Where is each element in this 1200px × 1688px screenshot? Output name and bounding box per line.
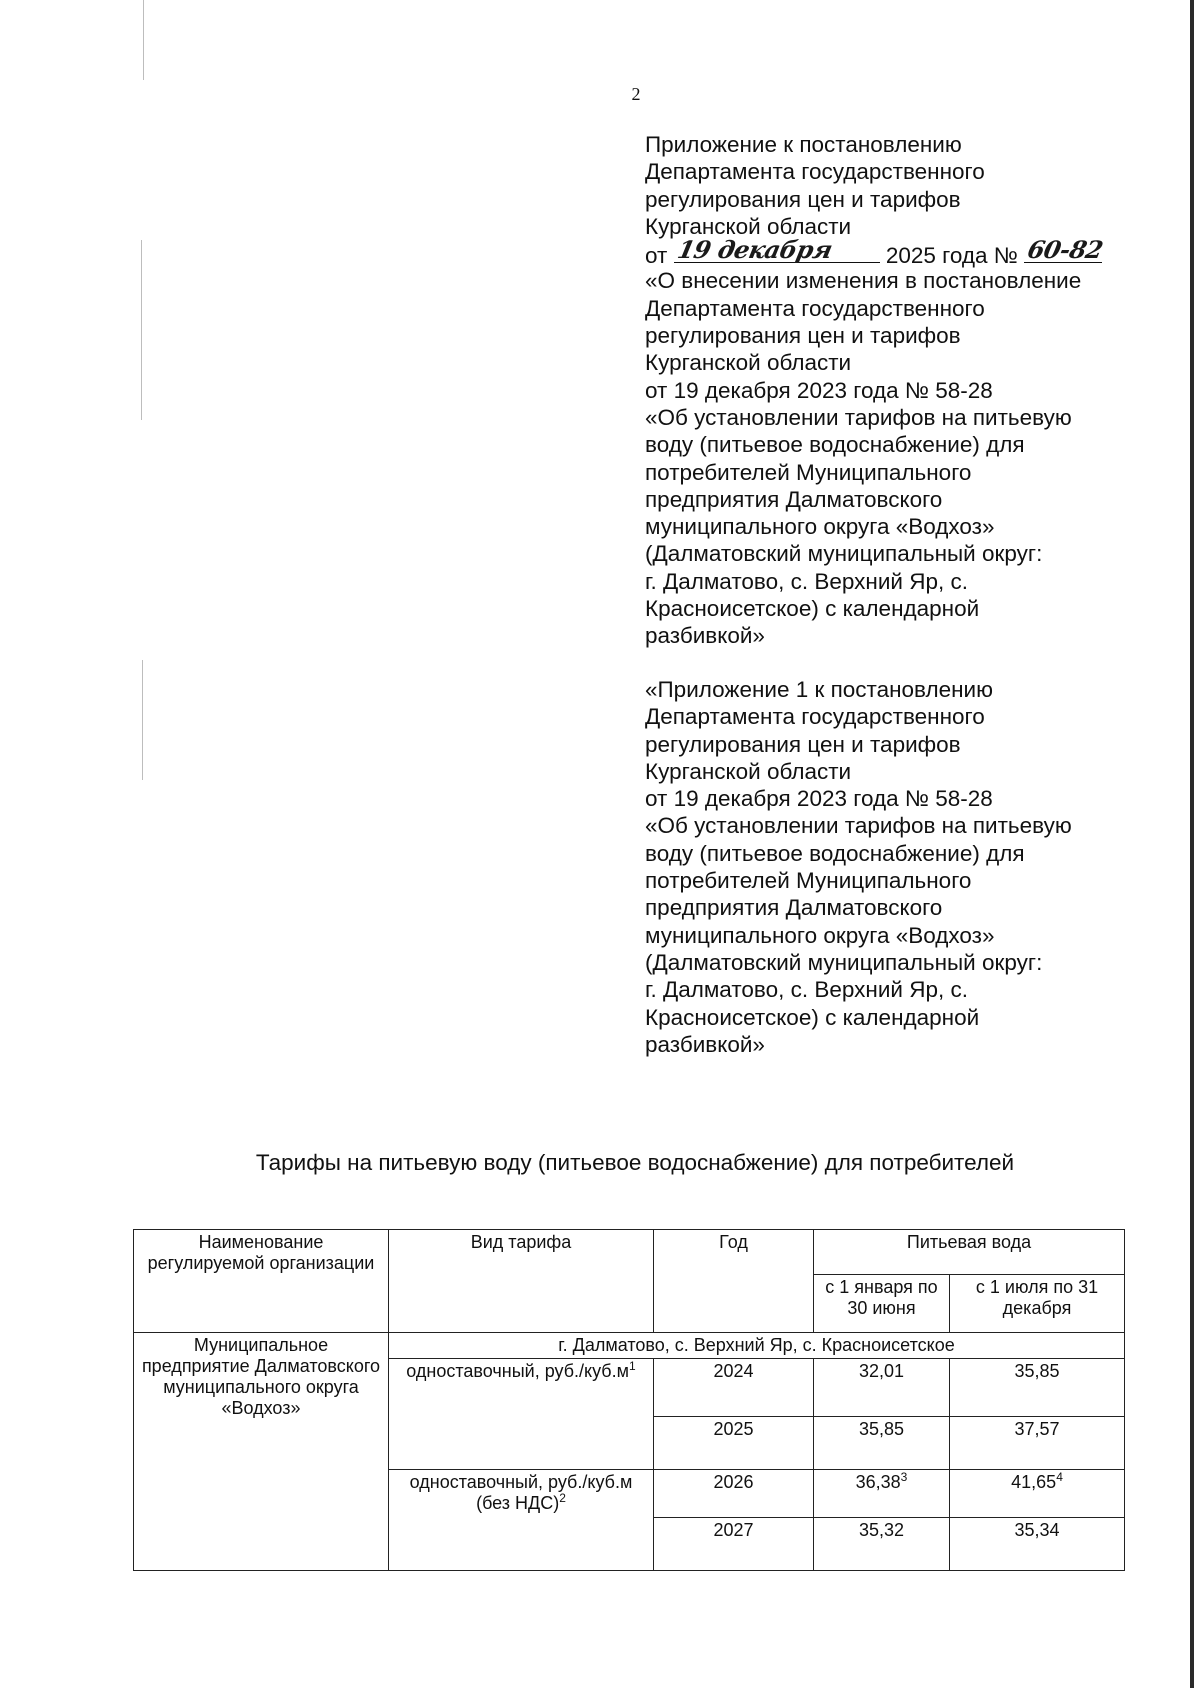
handwritten-number: 60-82 [1025,234,1106,264]
tariff-value-second-half: 35,85 [950,1359,1125,1417]
header-organization: Наименование регулируемой организации [134,1230,389,1333]
appendix-line: разбивкой» [645,623,765,649]
appendix-line: регулирования цен и тарифов [645,323,961,349]
footnote-mark: 4 [1056,1470,1063,1484]
appendix-line: «Приложение 1 к постановлению [645,677,993,702]
appendix-line: предприятия Далматовского [645,895,943,921]
header-year: Год [654,1230,814,1333]
tariff-value: 41,65 [1011,1472,1057,1492]
page-number: 2 [631,84,641,104]
handwritten-date: 19 декабря [674,234,835,264]
appendix-line: предприятия Далматовского [645,486,943,512]
appendix-line: воду (питьевое водоснабжение) для [645,840,1025,866]
appendix-line: Департамента государственного [645,295,985,321]
appendix-date-line [645,234,1145,269]
appendix-line: Приложение к постановлению [645,132,962,157]
appendix-line: муниципального округа «Водхоз» [645,514,995,540]
appendix-line: от 19 декабря 2023 года № 58-28 [645,786,993,812]
appendix-line: «О внесении изменения в постановление [645,268,1082,294]
table-title: Тарифы на питьевую воду (питьевое водоснабжение) для потребителей [255,1150,1015,1175]
appendix-line: Департамента государственного [645,704,985,730]
appendix-line: Красноисетское) с календарной [645,596,980,622]
year-cell: 2026 [654,1470,814,1518]
appendix-line: потребителей Муниципального [645,459,972,485]
footnote-mark: 2 [559,1491,566,1505]
tariff-value-first-half: 35,32 [814,1518,950,1571]
tariff-value-first-half: 35,85 [814,1417,950,1470]
appendix-line: разбивкой» [645,1031,765,1057]
year-cell: 2027 [654,1518,814,1571]
organization-cell: Муниципальное предприятие Далматовского муниципального округа «Водхоз» [134,1333,389,1571]
footnote-mark: 1 [629,1359,636,1373]
year-cell: 2025 [654,1417,814,1470]
appendix-line: Департамента государственного [645,159,985,185]
appendix-line: (Далматовский муниципальный округ: [645,541,1043,567]
tariff-value-first-half [814,1470,950,1518]
appendix-line: г. Далматово, с. Верхний Яр, с. [645,977,968,1003]
appendix-header [645,131,1145,650]
scan-margin-mark [142,660,143,780]
appendix-line: г. Далматово, с. Верхний Яр, с. [645,568,968,594]
date-signature-field [674,234,880,264]
tariff-type-text: одноставочный, руб./куб.м [406,1361,629,1381]
appendix-line: Курганской области [645,350,852,376]
header-period-second-half: с 1 июля по 31 декабря [950,1275,1125,1333]
territory-cell: г. Далматово, с. Верхний Яр, с. Красноисетское [389,1333,1125,1359]
appendix-1-header [645,676,1145,1058]
tariff-type-cell [389,1470,654,1571]
scan-margin-mark [141,240,142,420]
footnote-mark: 3 [900,1470,908,1484]
date-prefix: от [645,243,668,269]
number-signature-field [1024,234,1106,264]
appendix-line: от 19 декабря 2023 года № 58-28 [645,377,993,403]
header-tariff-type: Вид тарифа [389,1230,654,1333]
appendix-line: Курганской области [645,213,852,239]
header-period-first-half: с 1 января по 30 июня [814,1275,950,1333]
tariff-type-cell [389,1359,654,1470]
appendix-line: потребителей Муниципального [645,868,972,894]
appendix-line: регулирования цен и тарифов [645,731,961,757]
header-drinking-water: Питьевая вода [814,1230,1125,1275]
appendix-line: Красноисетское) с календарной [645,1004,980,1030]
tariff-value-first-half: 32,01 [814,1359,950,1417]
scan-edge [1190,0,1194,1688]
year-text: 2025 года № [885,243,1018,269]
year-cell: 2024 [654,1359,814,1417]
tariff-value-second-half: 37,57 [950,1417,1125,1470]
appendix-line: Курганской области [645,758,852,784]
tariff-table [133,1229,1125,1571]
scan-margin-mark [143,0,144,80]
appendix-line: муниципального округа «Водхоз» [645,922,995,948]
appendix-line: (Далматовский муниципальный округ: [645,949,1043,975]
appendix-line: «Об установлении тарифов на питьевую [645,404,1072,430]
tariff-value-second-half [950,1470,1125,1518]
appendix-line: воду (питьевое водоснабжение) для [645,432,1025,458]
tariff-value: 36,38 [855,1472,901,1492]
appendix-line: «Об установлении тарифов на питьевую [645,813,1072,839]
tariff-value-second-half: 35,34 [950,1518,1125,1571]
tariff-type-text: одноставочный, руб./куб.м (без НДС) [409,1472,633,1513]
appendix-line: регулирования цен и тарифов [645,186,961,212]
